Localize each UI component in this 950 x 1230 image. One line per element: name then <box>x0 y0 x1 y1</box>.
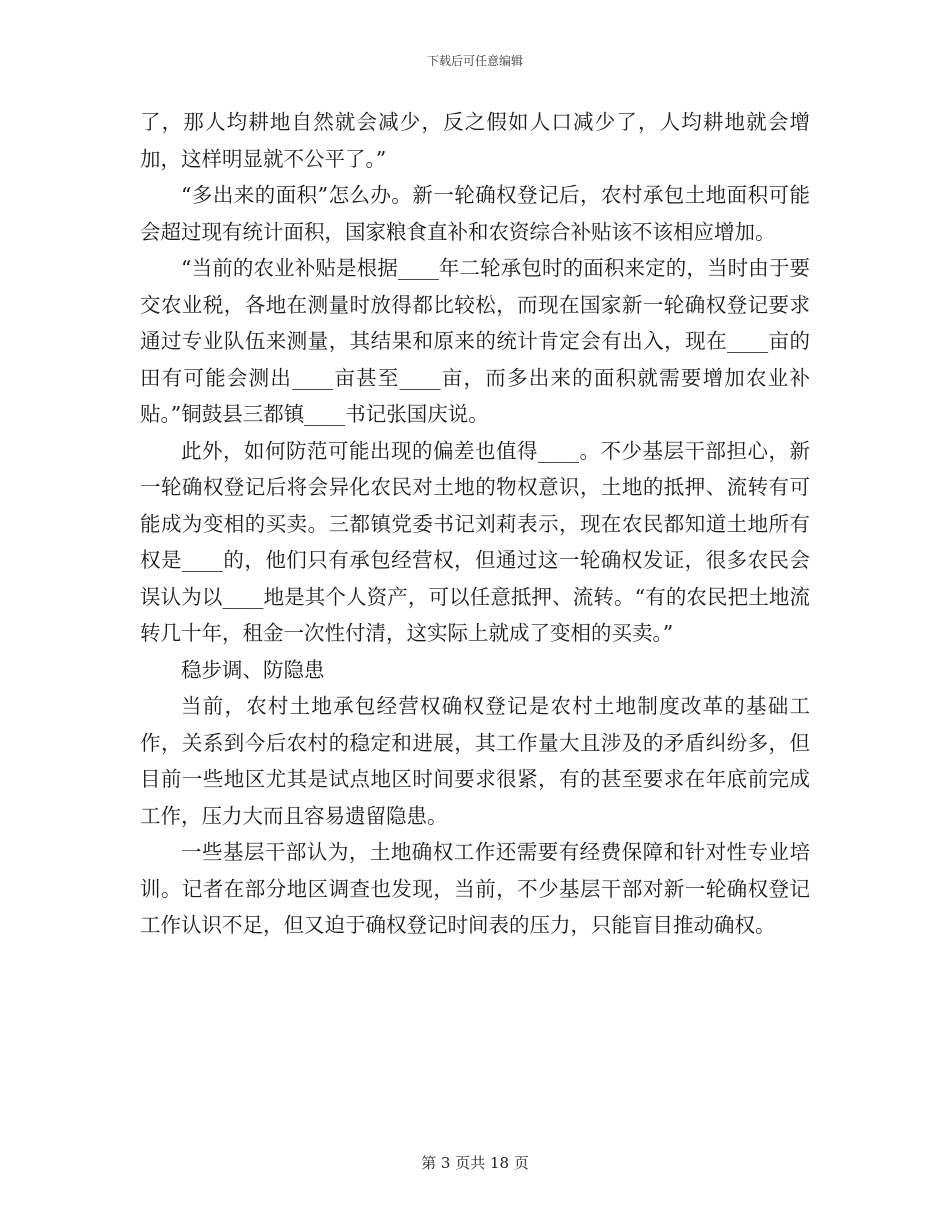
paragraph-2: “多出来的面积”怎么办。新一轮确权登记后，农村承包土地面积可能会超过现有统计面积，国家粮食直补和农资综合补贴该不该相应增加。 <box>140 183 810 244</box>
paragraph-4: 此外，如何防范可能出现的偏差也值得____。不少基层干部担心，新一轮确权登记后将会异化农民对土地的物权意识，土地的抵押、流转有可能成为变相的买卖。三都镇党委书记刘莉表示，现在农民都知道土地所有权是____的，他们只有承包经营权，但通过这一轮确权发证，很多农民会误认为以____地是其个人资产，可以任意抵押、流转。“有的农民把土地流转几十年，租金一次性付清，这实际上就成了变相的买卖。” <box>140 438 810 645</box>
page-footer: 第 3 页共 18 页 <box>421 1154 529 1172</box>
paragraph-5: 当前，农村土地承包经营权确权登记是农村土地制度改革的基础工作，关系到今后农村的稳定和进展，其工作量大且涉及的矛盾纠纷多，但目前一些地区尤其是试点地区时间要求很紧，有的甚至要求在年底前完成工作，压力大而且容易遗留隐患。 <box>140 694 810 828</box>
document-body <box>140 104 810 944</box>
paragraph-3: “当前的农业补贴是根据____年二轮承包时的面积来定的，当时由于要交农业税，各地在测量时放得都比较松，而现在国家新一轮确权登记要求通过专业队伍来测量，其结果和原来的统计肯定会有出入，现在____亩的田有可能会测出____亩甚至____亩，而多出来的面积就需要增加农业补贴。”铜鼓县三都镇____书记张国庆说。 <box>140 256 810 426</box>
paragraph-6: 一些基层干部认为，土地确权工作还需要有经费保障和针对性专业培训。记者在部分地区调查也发现，当前，不少基层干部对新一轮确权登记工作认识不足，但又迫于确权登记时间表的压力，只能盲目推动确权。 <box>140 840 810 937</box>
page-header: 下载后可任意编辑 <box>426 54 523 68</box>
paragraph-1: 了，那人均耕地自然就会减少，反之假如人口减少了，人均耕地就会增加，这样明显就不公平了。” <box>140 110 810 171</box>
section-heading: 稳步调、防隐患 <box>181 657 325 682</box>
